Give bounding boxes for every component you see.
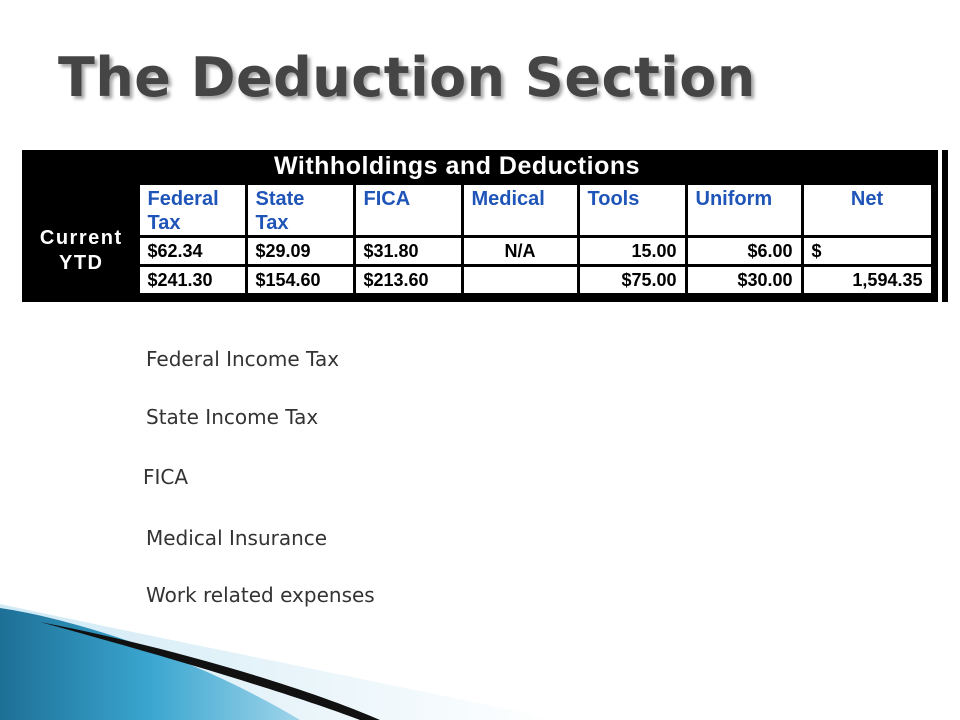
table-banner: Withholdings and Deductions <box>26 150 932 184</box>
cell-current-medical: N/A <box>462 237 578 266</box>
withholdings-table <box>22 150 948 302</box>
cell-current-tools: 15.00 <box>578 237 686 266</box>
table-row-ytd <box>26 266 932 295</box>
cell-current-net: $ <box>802 237 932 266</box>
row-label <box>26 184 138 295</box>
cell-ytd-state: $154.60 <box>246 266 354 295</box>
cell-ytd-federal: $241.30 <box>138 266 246 295</box>
list-item-state: State Income Tax <box>146 405 319 429</box>
cell-ytd-uniform: $30.00 <box>686 266 802 295</box>
cell-ytd-medical <box>462 266 578 295</box>
header-state-tax: State Tax <box>246 184 354 237</box>
cell-current-federal: $62.34 <box>138 237 246 266</box>
table-row-current <box>26 237 932 266</box>
deductions-table <box>26 150 934 296</box>
list-item-work-expenses: Work related expenses <box>146 583 375 607</box>
cell-current-state: $29.09 <box>246 237 354 266</box>
header-federal-tax: Federal Tax <box>138 184 246 237</box>
cell-current-fica: $31.80 <box>354 237 462 266</box>
list-item-federal: Federal Income Tax <box>146 347 340 371</box>
header-tools: Tools <box>578 184 686 237</box>
cell-ytd-net: 1,594.35 <box>802 266 932 295</box>
slide-title: The Deduction Section <box>58 46 756 109</box>
list-item-medical: Medical Insurance <box>146 526 328 550</box>
header-fica: FICA <box>354 184 462 237</box>
row-label-ytd: YTD <box>59 252 104 274</box>
row-label-current: Current <box>39 227 123 249</box>
header-medical: Medical <box>462 184 578 237</box>
list-item-fica: FICA <box>143 465 189 489</box>
cell-ytd-fica: $213.60 <box>354 266 462 295</box>
cell-ytd-tools: $75.00 <box>578 266 686 295</box>
header-net: Net <box>802 184 932 237</box>
decorative-swoosh <box>0 590 960 720</box>
cell-current-uniform: $6.00 <box>686 237 802 266</box>
header-uniform: Uniform <box>686 184 802 237</box>
